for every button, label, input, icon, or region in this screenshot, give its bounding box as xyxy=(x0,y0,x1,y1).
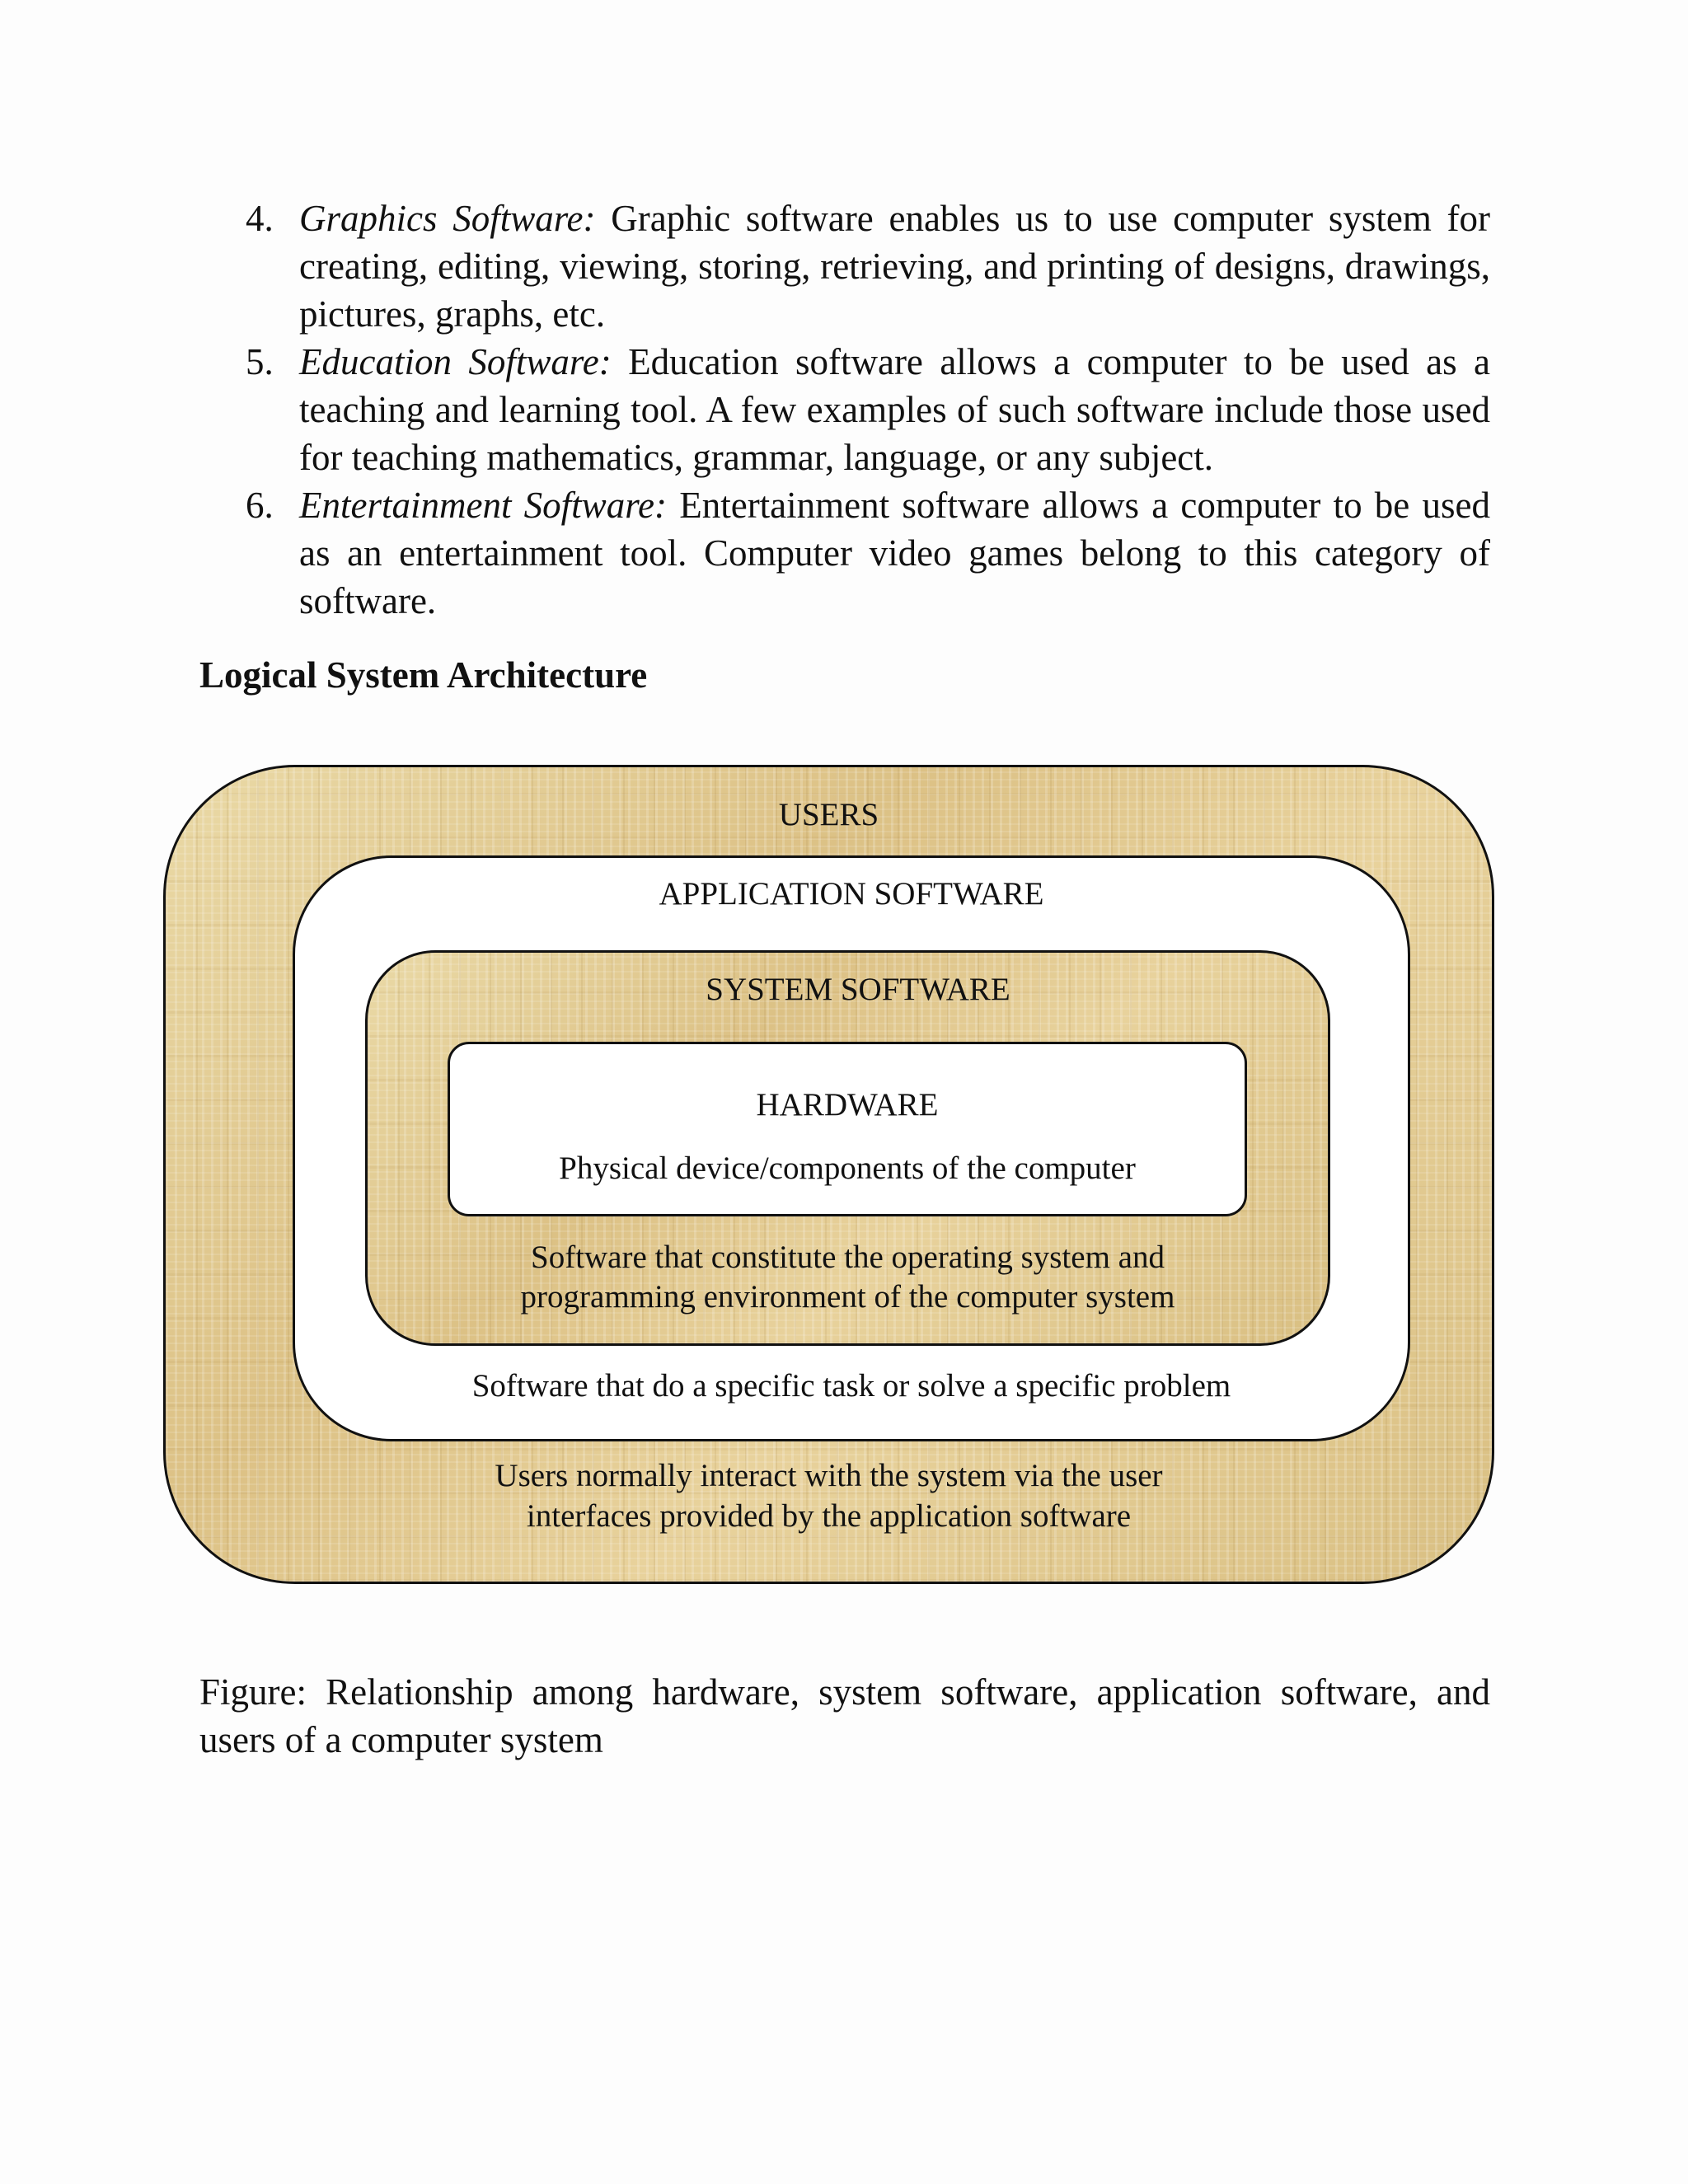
list-item-graphics-software xyxy=(199,194,1490,338)
software-types-list xyxy=(199,194,1490,625)
users-title: USERS xyxy=(778,797,879,832)
application-software-description: Software that do a specific task or solve a specific problem xyxy=(471,1368,1231,1404)
list-item-term: Graphics Software: xyxy=(299,198,596,239)
users-description-line2: interfaces provided by the application software xyxy=(526,1498,1132,1534)
list-item-number: 5. xyxy=(246,341,274,382)
system-software-title: SYSTEM SOFTWARE xyxy=(706,972,1010,1007)
list-item-text: Entertainment software allows a computer to be used as an entertainment tool. Computer video games belong to this category of software. xyxy=(299,485,1490,621)
architecture-diagram xyxy=(163,765,1494,1584)
list-item-text: Graphic software enables us to use computer system for creating, editing, viewing, storing, retrieving, and printing of designs, drawings, pictures, graphs, etc. xyxy=(299,198,1490,335)
system-software-description-line1: Software that constitute the operating system and xyxy=(531,1240,1165,1275)
hardware-description: Physical device/components of the computer xyxy=(559,1151,1136,1186)
hardware-title: HARDWARE xyxy=(756,1087,939,1122)
list-item-text: Education software allows a computer to be used as a teaching and learning tool. A few examples of such software include those used for teaching mathematics, grammar, language, or any subject. xyxy=(299,341,1491,478)
section-heading: Logical System Architecture xyxy=(199,654,648,696)
list-item-number: 4. xyxy=(246,198,274,239)
figure-caption: Figure: Relationship among hardware, system software, application software, and users of a computer system xyxy=(199,1671,1490,1760)
list-item-term: Education Software: xyxy=(299,341,612,382)
system-software-description-line2: programming environment of the computer system xyxy=(520,1279,1175,1315)
users-description-line1: Users normally interact with the system via the user xyxy=(495,1458,1163,1493)
hardware-layer xyxy=(448,1042,1247,1216)
list-item-number: 6. xyxy=(246,485,274,526)
list-item-term: Entertainment Software: xyxy=(299,485,667,526)
application-software-title: APPLICATION SOFTWARE xyxy=(659,876,1044,912)
list-item-entertainment-software xyxy=(199,481,1490,625)
list-item-education-software xyxy=(199,338,1490,481)
